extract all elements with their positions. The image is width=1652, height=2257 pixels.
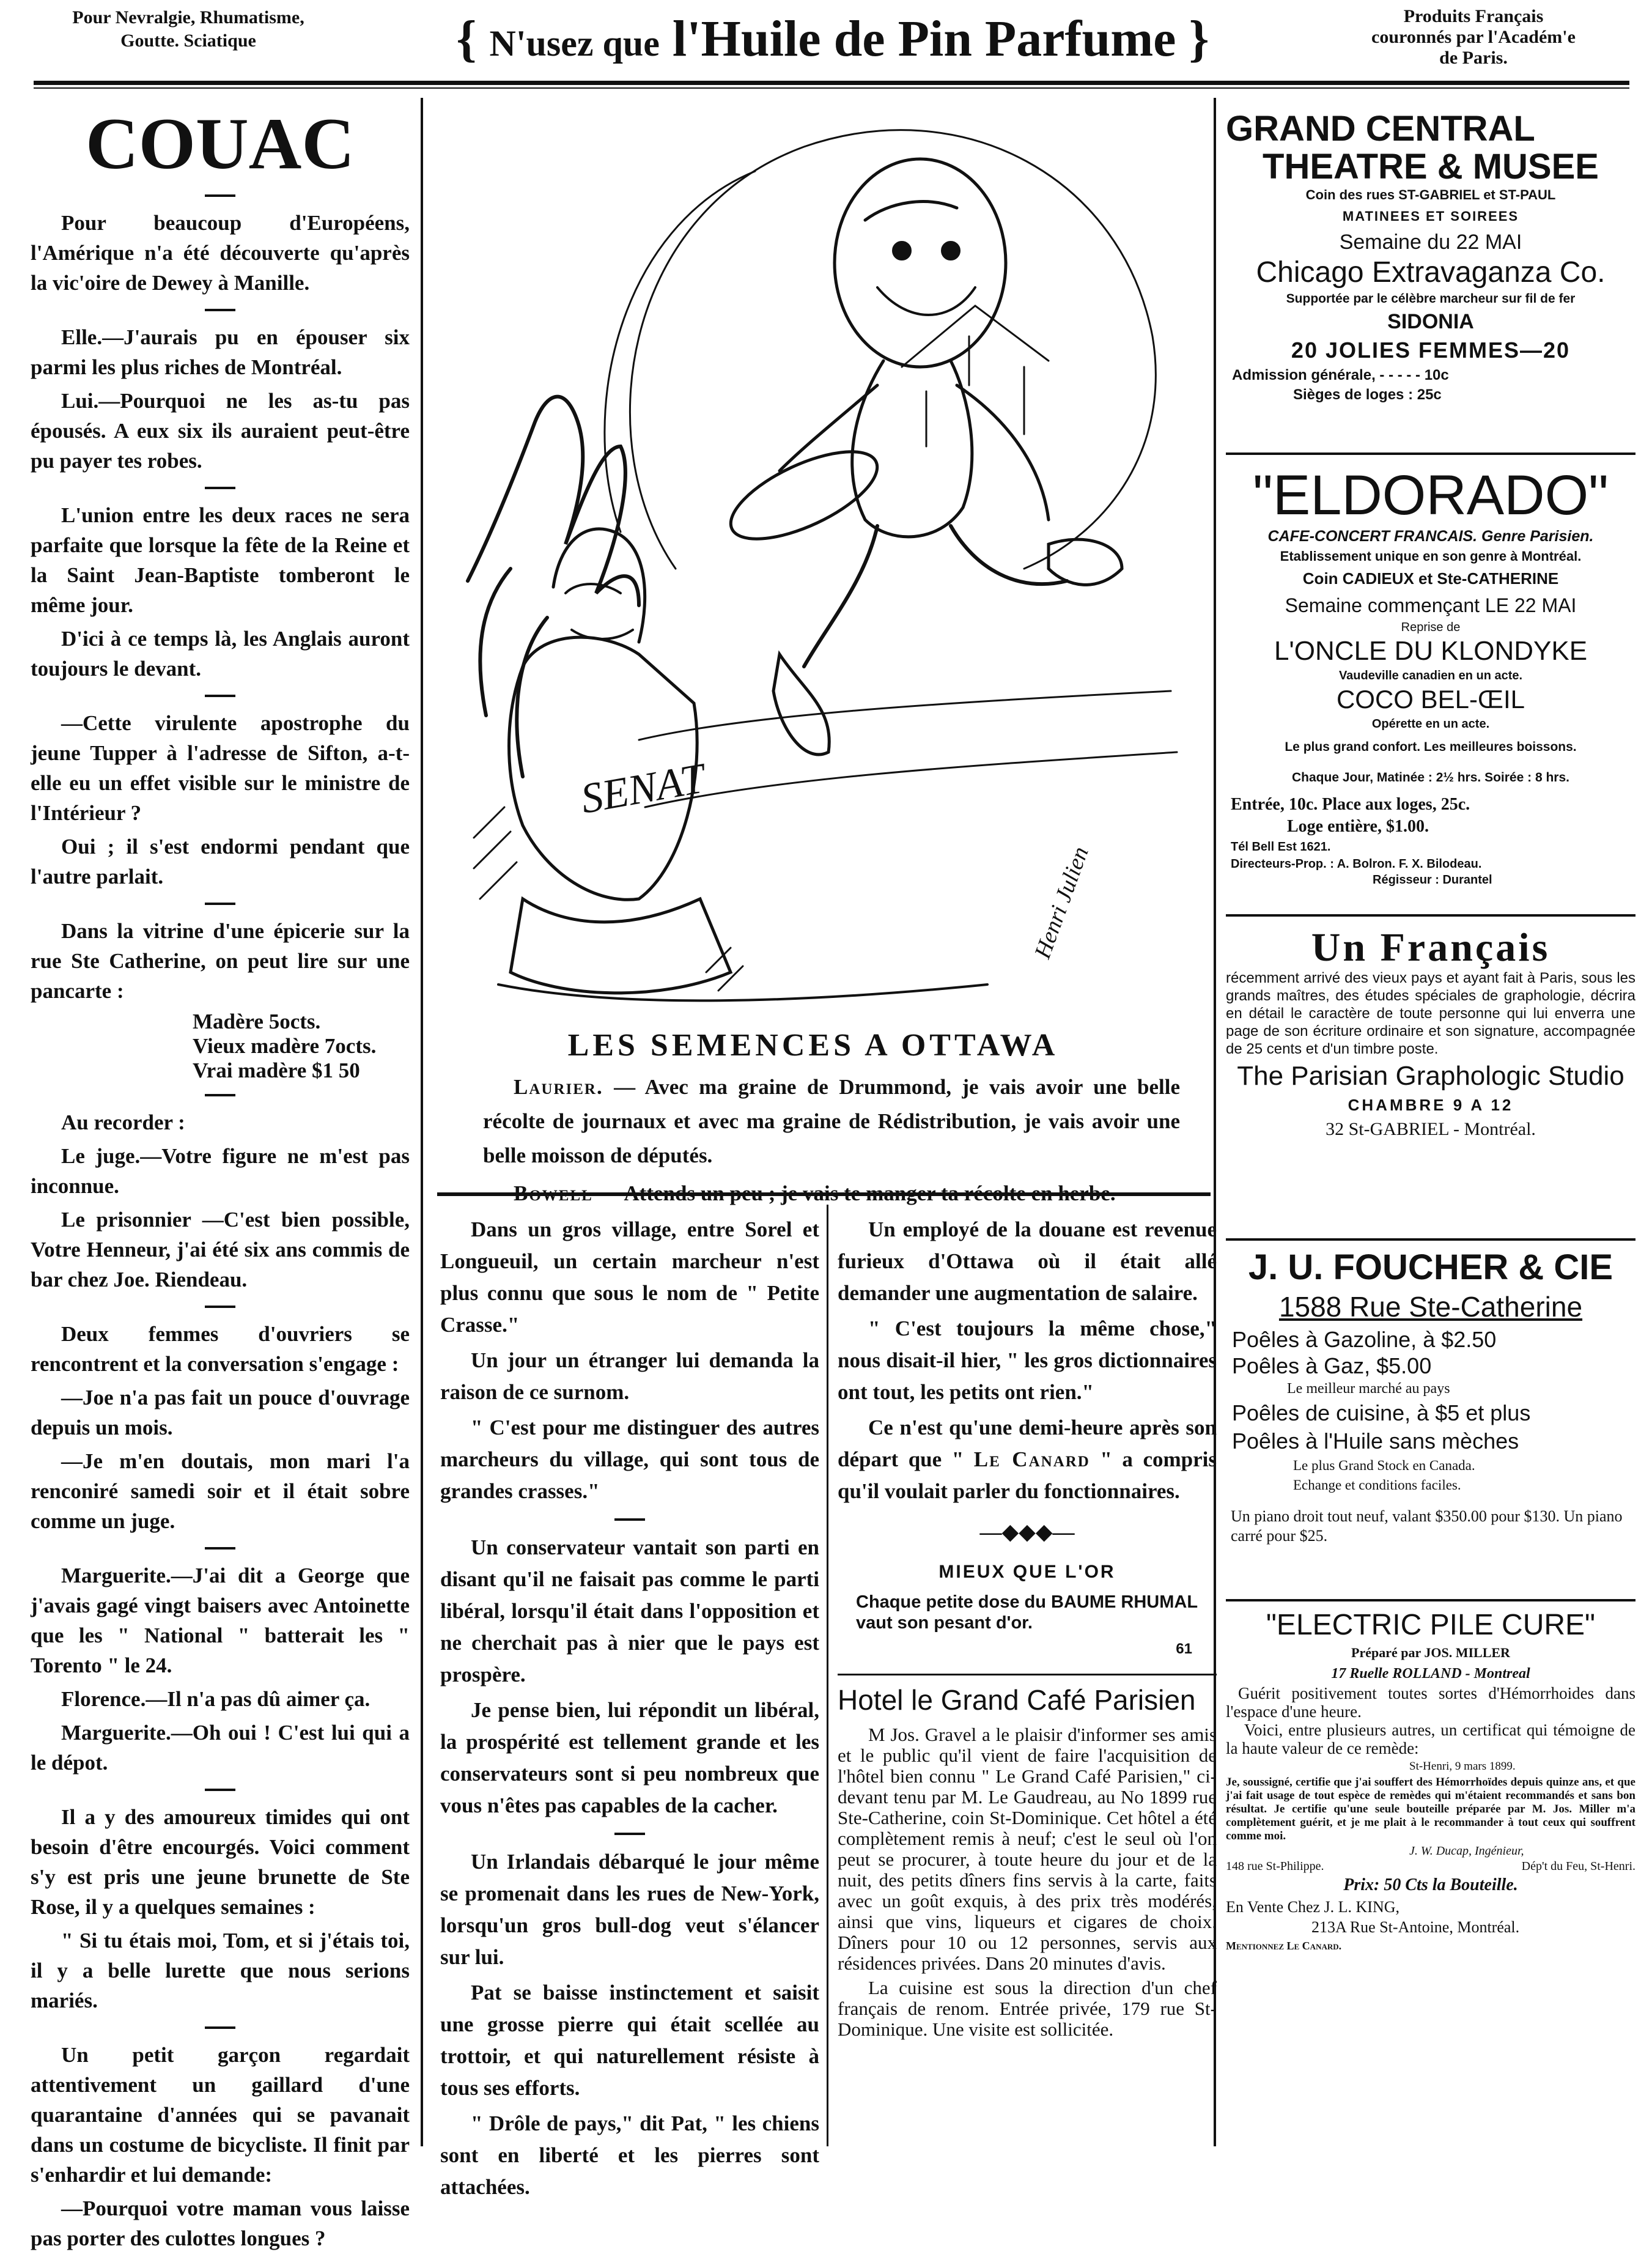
column-2 — [440, 1214, 819, 2207]
column-3 — [838, 1214, 1217, 2044]
ad-line: Vaudeville canadien en un acte. — [1338, 669, 1523, 682]
ad-title: "ELDORADO" — [1253, 464, 1609, 526]
ad-line: 213A Rue St-Antoine, Montréal. — [1311, 1918, 1520, 1936]
ad-line: SIDONIA — [1387, 310, 1474, 333]
ad-paragraph: Guérit positivement toutes sortes d'Hémorrhoides dans l'espace d'une heure. — [1226, 1684, 1635, 1721]
masthead-title-pre: N'usez que — [489, 23, 660, 64]
ad-rule — [1226, 914, 1635, 917]
ad-line: MATINEES ET SOIREES — [1342, 209, 1519, 224]
divider — [614, 1518, 645, 1521]
divider — [205, 194, 235, 197]
paragraph: Dans la vitrine d'une épicerie sur la rue Ste Catherine, on peut lire sur une pancarte : — [31, 919, 410, 1003]
ad-line: Semaine du 22 MAI — [1339, 231, 1522, 254]
ad-line: 148 rue St-Philippe. — [1226, 1860, 1324, 1873]
ad-line: Prix: 50 Cts la Bouteille. — [1343, 1875, 1518, 1894]
masthead-right-line: couronnés par l'Académ'e — [1371, 27, 1576, 47]
paragraph: Un employé de la douane est revenue furieux d'Ottawa où il était allé demander une augmentation de salaire. — [838, 1217, 1217, 1305]
paragraph: Elle.—J'aurais pu en épouser six parmi les plus riches de Montréal. — [31, 325, 410, 379]
ad-line: Etablissement unique en son genre à Montréal. — [1280, 549, 1582, 564]
paragraph: Florence.—Il n'a pas dû aimer ça. — [61, 1687, 371, 1711]
ad-line: St-Henri, 9 mars 1899. — [1409, 1760, 1516, 1773]
price-line: Madère 5octs. — [193, 1010, 321, 1033]
ad-line: Dép't du Feu, St-Henri. — [1521, 1860, 1635, 1873]
ad-line: Admission générale, - - - - - 10c — [1232, 367, 1449, 383]
paragraph: Un conservateur vantait son parti en disant qu'il ne faisait pas comme le parti libéral, lorsqu'il était dans l'opposition et ne cherchait pas à nier que le pays est prospère. — [440, 1535, 819, 1686]
ad-line: En Vente Chez J. L. KING, — [1226, 1898, 1400, 1916]
paragraph: Au recorder : — [61, 1110, 185, 1134]
text-run: Ce n'est qu'une demi-heure après son départ que " — [838, 1416, 1217, 1471]
ad-line: CAFE-CONCERT FRANCAIS. Genre Parisien. — [1267, 528, 1594, 545]
divider — [205, 1547, 235, 1550]
paragraph: Pour beaucoup d'Européens, l'Amérique n'a été découverte qu'après la vic'oire de Dewey à Manille. — [31, 211, 410, 295]
ad-line: Poêles à l'Huile sans mèches — [1232, 1428, 1519, 1454]
ad-line: 17 Ruelle ROLLAND - Montreal — [1331, 1666, 1530, 1682]
column-rule-2 — [827, 1205, 828, 2146]
ad-title: THEATRE & MUSEE — [1263, 147, 1599, 187]
ad-line: Régisseur : Durantel — [1373, 873, 1492, 887]
ad-line: Poêles à Gaz, $5.00 — [1232, 1353, 1432, 1378]
text-run: " a compris qu'il voulait parler du fonctionnaires. — [838, 1447, 1217, 1503]
ad-line: Préparé par JOS. MILLER — [1351, 1645, 1510, 1660]
paragraph: " C'est pour me distinguer des autres marcheurs du village, qui sont tous de grandes crasses." — [440, 1416, 819, 1503]
ad-line: Coin CADIEUX et Ste-CATHERINE — [1302, 569, 1559, 588]
caption-line: — Attends un peu ; je vais te manger ta récolte en herbe. — [592, 1181, 1116, 1205]
mieux-number: 61 — [1176, 1641, 1192, 1657]
ad-line — [1226, 1859, 1635, 1874]
ad-foucher — [1226, 1247, 1635, 1546]
ad-line: Directeurs-Prop. : A. Bolron. F. X. Bilodeau. — [1231, 857, 1482, 871]
ad-line: Poêles de cuisine, à $5 et plus — [1232, 1400, 1531, 1425]
paragraph: Pat se baisse instinctement et saisit une grosse pierre qui était scellée au trottoir, et qui naturellement résiste à tous ses efforts. — [440, 1981, 819, 2100]
paragraph: Je pense bien, lui répondit un libéral, la prospérité est tellement grande et les conservateurs sont si peu nombreux que vous n'êtes pas capables de la cacher. — [440, 1698, 819, 1817]
mieux-heading: MIEUX QUE L'OR — [938, 1562, 1116, 1582]
mieux-text: Chaque petite dose du BAUME RHUMAL vaut son pesant d'or. — [856, 1592, 1198, 1633]
ad-line: Chicago Extravaganza Co. — [1256, 256, 1606, 289]
ad-paragraph: Voici, entre plusieurs autres, un certificat qui témoigne de la haute valeur de ce remède: — [1226, 1721, 1635, 1757]
column-couac — [31, 104, 410, 2257]
paragraph: —Joe n'a pas fait un pouce d'ouvrage depuis un mois. — [31, 1386, 410, 1439]
divider — [205, 903, 235, 905]
ad-line: CHAMBRE 9 A 12 — [1348, 1096, 1514, 1114]
ad-line: Mentionnez Le Canard. — [1226, 1940, 1342, 1952]
ad-grand-central — [1226, 110, 1635, 405]
ad-line: L'ONCLE DU KLONDYKE — [1274, 636, 1588, 666]
ad-electric-pile-cure — [1226, 1608, 1635, 1954]
masthead-title-main: l'Huile de Pin Parfume — [672, 10, 1176, 67]
speaker: Laurier. — [514, 1075, 603, 1099]
ad-rule — [1226, 1238, 1635, 1241]
paragraph: L'union entre les deux races ne sera parfaite que lorsque la fête de la Reine et la Saint Jean-Baptiste tomberont le même jour. — [31, 503, 410, 617]
divider — [614, 1833, 645, 1835]
ad-line: Semaine commençant LE 22 MAI — [1285, 594, 1577, 616]
paragraph: Un Irlandais débarqué le jour même se promenait dans les rues de New-York, lorsqu'un gros bull-dog veut s'élancer sur lui. — [440, 1850, 819, 1969]
divider — [205, 487, 235, 489]
masthead-title — [374, 9, 1291, 74]
paragraph: Le prisonnier —C'est bien possible, Votre Henneur, j'ai été six ans commis de bar chez Joe. Riendeau. — [31, 1208, 410, 1291]
ad-rule — [1226, 453, 1635, 455]
paragraph: Dans un gros village, entre Sorel et Longueuil, un certain marcheur n'est plus connu que sous le nom de " Petite Crasse." — [440, 1217, 819, 1337]
ad-line: Opérette en un acte. — [1371, 717, 1490, 731]
ad-title: "ELECTRIC PILE CURE" — [1266, 1609, 1596, 1641]
paragraph: " C'est toujours la même chose," nous disait-il hier, " les gros dictionnaires ont tout, les petits ont rien." — [838, 1317, 1217, 1404]
paragraph: —Je m'en doutais, mon mari l'a renconiré samedi soir et il était sobre comme un juge. — [31, 1449, 410, 1533]
speaker: Bowell — [514, 1181, 593, 1205]
paragraph: Oui ; il s'est endormi pendant que l'autre parlait. — [31, 835, 410, 888]
paragraph: Marguerite.—Oh oui ! C'est lui qui a le dépot. — [31, 1721, 410, 1775]
ad-title: GRAND CENTRAL — [1226, 109, 1535, 149]
ad-line: Entrée, 10c. Place aux loges, 25c. — [1231, 795, 1470, 814]
ad-line: Sièges de loges : 25c — [1293, 386, 1442, 403]
price-line: Vieux madère 7octs. — [193, 1034, 377, 1058]
ad-line: Le meilleur marché au pays — [1287, 1381, 1450, 1397]
ad-line: Chaque Jour, Matinée : 2½ hrs. Soirée : 8 hrs. — [1292, 770, 1569, 785]
paragraph: Deux femmes d'ouvriers se rencontrent et la conversation s'engage : — [31, 1322, 410, 1376]
artist-signature: Henri Julien — [1029, 843, 1094, 962]
masthead-right — [1299, 6, 1648, 68]
caption-paragraph — [483, 1070, 1180, 1173]
canard-name: Le Canard — [973, 1447, 1090, 1471]
masthead-left-line: Pour Nevralgie, Rhumatisme, — [72, 7, 304, 28]
senat-sign: SENAT — [577, 755, 709, 823]
ad-line: Reprise de — [1401, 621, 1461, 634]
ad-eldorado — [1226, 465, 1635, 888]
ad-paragraph: récemment arrivé des vieux pays et ayant fait à Paris, sous les grands maîtres, des études spéciales de graphologie, décrira en détail le caractère de toute personne qui lui enverra une page de son écriture ordinaire et son signature, accompagnée de 25 cents et d'un timbre poste. — [1226, 970, 1635, 1057]
paragraph: Un jour un étranger lui demanda la raison de ce surnom. — [440, 1348, 819, 1404]
ad-line: Le plus grand confort. Les meilleures boissons. — [1285, 740, 1577, 754]
ad-line: 20 JOLIES FEMMES—20 — [1291, 338, 1571, 363]
divider — [205, 1789, 235, 1791]
divider — [205, 1094, 235, 1096]
divider — [205, 1306, 235, 1308]
cartoon-illustration — [437, 104, 1201, 1018]
brace-close: } — [1189, 10, 1209, 67]
ad-line: J. W. Ducap, Ingénieur, — [1409, 1844, 1524, 1858]
caption-line: — Avec ma graine de Drummond, je vais avoir une belle récolte de journaux et avec ma graine de Rédistribution, je vais avoir une belle moisson de députés. — [483, 1075, 1180, 1167]
masthead-right-line: de Paris. — [1439, 48, 1508, 68]
column-rule-1 — [421, 98, 423, 2146]
divider — [205, 695, 235, 697]
ad-line: Echange et conditions faciles. — [1293, 1477, 1461, 1493]
ad-line: Supportée par le célèbre marcheur sur fil de fer — [1286, 292, 1576, 306]
ad-rule — [1226, 1599, 1635, 1601]
masthead-left — [5, 6, 372, 53]
paragraph: —Pourquoi votre maman vous laisse pas porter des culottes longues ? — [31, 2196, 410, 2250]
paragraph: " Drôle de pays," dit Pat, " les chiens sont en liberté et les pierres sont attachées. — [440, 2111, 819, 2199]
ad-line: 1588 Rue Ste-Catherine — [1278, 1291, 1583, 1323]
hotel-paragraph: La cuisine est sous la direction d'un chef français de renom. Entrée privée, 179 rue St-Dominique. Une visite est sollicitée. — [838, 1977, 1217, 2040]
paragraph: Lui.—Pourquoi ne les as-tu pas épousés. A eux six ils auraient peut-être pu payer tes robes. — [31, 389, 410, 473]
ad-line: Loge entière, $1.00. — [1287, 817, 1429, 836]
ad-paragraph: Je, soussigné, certifie que j'ai souffert des Hémorrhoïdes depuis quinze ans, et que j'ai fait usage de tout espèce de remèdes qui m'étaient recommandés et sans bon résultat. Je certifie qu'une seule bouteille préparée par M. Jos. Miller m'a complètement guérit, et je me plait à le recommander à tout ceux qui souffrent comme moi. — [1226, 1776, 1635, 1842]
couac-heading: COUAC — [86, 103, 355, 184]
ad-line: COCO BEL-ŒIL — [1336, 685, 1525, 714]
masthead-rule-thin — [34, 87, 1629, 89]
caption-text — [483, 1070, 1180, 1214]
caption-heading: LES SEMENCES A OTTAWA — [567, 1028, 1059, 1063]
paragraph: Un petit garçon regardait attentivement un gaillard d'une quarantaine d'années qui se pavanait dans un costume de bicycliste. Il finit par s'enhardir et lui demande: — [31, 2043, 410, 2187]
paragraph — [838, 1412, 1217, 1507]
masthead-right-line: Produits Français — [1403, 6, 1544, 26]
paragraph: Marguerite.—J'ai dit a George que j'avais gagé vingt baisers avec Antoinette que les " National " batterait les " Torento " le 24. — [31, 1564, 410, 1677]
ornament-divider: —◆◆◆— — [979, 1520, 1075, 1544]
price-line: Vrai madère $1 50 — [193, 1058, 360, 1082]
brace-open: { — [456, 10, 477, 67]
hotel-heading: Hotel le Grand Café Parisien — [838, 1684, 1196, 1716]
masthead-rule-thick — [34, 81, 1629, 85]
masthead-left-line: Goutte. Sciatique — [120, 31, 256, 51]
ad-line: Un piano droit tout neuf, valant $350.00 pour $130. Un piano carré pour $25. — [1231, 1507, 1623, 1545]
paragraph: " Si tu étais moi, Tom, et si j'étais toi, il y a belle lurette que nous serions mariés. — [31, 1929, 410, 2012]
ad-line: Coin des rues ST-GABRIEL et ST-PAUL — [1305, 187, 1556, 202]
divider — [205, 2026, 235, 2029]
ad-title: Un Français — [1311, 925, 1551, 970]
hotel-paragraph: M Jos. Gravel a le plaisir d'informer ses amis et le public qu'il vient de faire l'acquisition de l'hôtel bien connu " Le Grand Café Parisien," ci-devant tenu par M. Le Gaudreau, au No 1899 rue Ste-Catherine, coin St-Dominique. Cet hôtel a été complètement remis à neuf; c'est le seul où l'on peut se procurer, à toute heure du jour et de la nuit, des petits dîners fins servis à la carte, faits avec un goût exquis, à des prix très modérés, ainsi que vins, liqueurs et cigares de choix. Dîners pour 10 ou 12 personnes, servis aux résidences privées. Dans 20 minutes d'avis. — [838, 1724, 1217, 1974]
paragraph: Le juge.—Votre figure ne m'est pas inconnue. — [31, 1144, 410, 1198]
paragraph: Il a y des amoureux timides qui ont besoin d'être encourgés. Voici comment s'y est pris une jeune brunette de Ste Rose, il y a quelques semaines : — [31, 1805, 410, 1919]
ad-line: 32 St-GABRIEL - Montréal. — [1326, 1119, 1536, 1139]
ad-line: Tél Bell Est 1621. — [1231, 840, 1331, 854]
ad-line: The Parisian Graphologic Studio — [1237, 1061, 1624, 1091]
paragraph: D'ici à ce temps là, les Anglais auront toujours le devant. — [31, 627, 410, 681]
section-rule — [838, 1674, 1217, 1675]
paragraph: —Cette virulente apostrophe du jeune Tupper à l'adresse de Sifton, a-t-elle eu un effet visible sur le ministre de l'Intérieur ? — [31, 711, 410, 825]
divider — [205, 309, 235, 311]
ad-line: Poêles à Gazoline, à $2.50 — [1232, 1327, 1497, 1352]
ad-graphologic — [1226, 926, 1635, 1143]
caption-paragraph — [483, 1177, 1180, 1211]
ad-line: Le plus Grand Stock en Canada. — [1293, 1458, 1475, 1473]
ad-title: J. U. FOUCHER & CIE — [1248, 1247, 1613, 1287]
